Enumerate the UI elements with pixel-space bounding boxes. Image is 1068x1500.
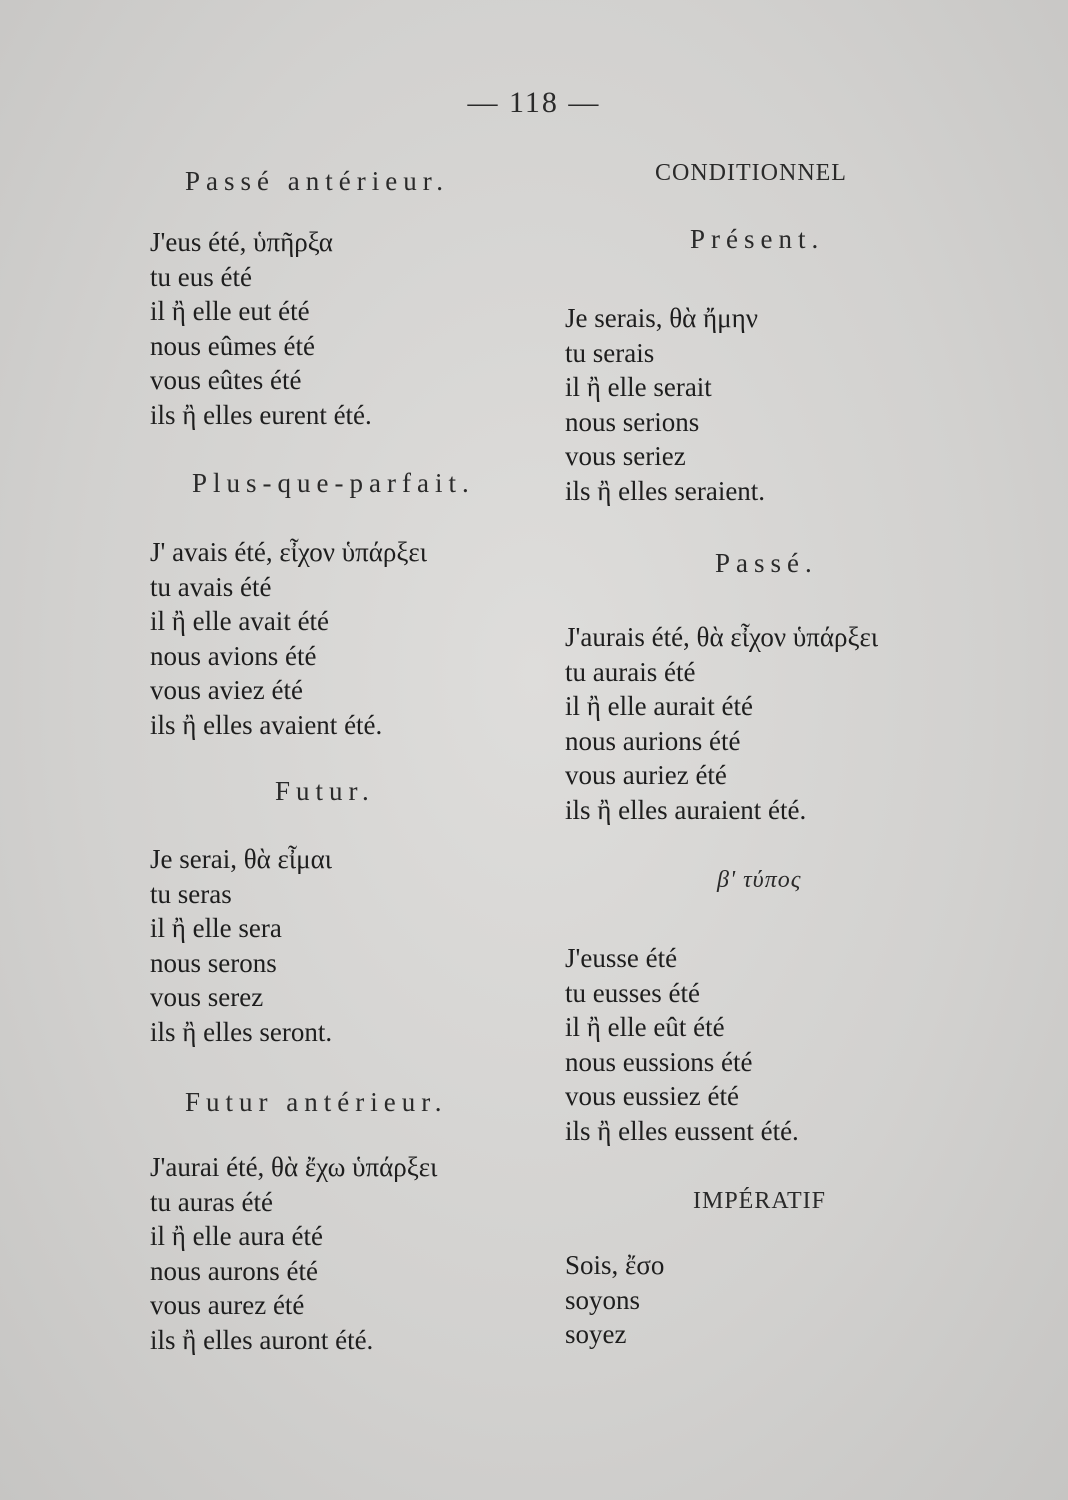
conjugation-line: nous aurions été [565, 725, 741, 756]
conjugation-line: vous serez [150, 982, 264, 1012]
conjugation-line: tu serais [565, 337, 655, 368]
conjugation-line: tu eusses été [565, 977, 700, 1008]
conjugation-line: tu auras été [150, 1186, 273, 1217]
conjugation-line: ils ἢ elles eurent été. [150, 399, 372, 430]
section-title-futur: Futur. [275, 776, 375, 806]
conjugation-line: ils ἢ elles auraient été. [565, 794, 807, 825]
conjugation-line: ils ἢ elles seraient. [565, 475, 766, 506]
conjugation-line: tu eus été [150, 261, 252, 292]
conjugation-line: vous auriez été [565, 760, 727, 790]
mood-heading-conditionnel: CONDITIONNEL [655, 160, 847, 186]
conjugation-line: vous eûtes été [150, 365, 302, 395]
conjugation-line: ils ἢ elles seront. [150, 1016, 333, 1047]
section-title-present: Présent. [690, 224, 825, 254]
conjugation-line: il ἢ elle aurait été [565, 691, 754, 721]
section-title-futur-anterieur: Futur antérieur. [185, 1087, 448, 1117]
conjugation-line: J'eusse été [565, 943, 678, 973]
conjugation-line: vous aurez été [150, 1290, 305, 1320]
conjugation-line: J'aurais été, θὰ εἶχον ὑπάρξει [565, 622, 879, 652]
conjugation-line: il ἢ elle avait été [150, 606, 330, 636]
conjugation-line: nous avions été [150, 640, 317, 671]
conjugation-line: il ἢ elle serait [565, 372, 712, 402]
conjugation-conditionnel-passe [565, 620, 878, 827]
conjugation-line: nous eûmes été [150, 330, 315, 361]
conjugation-imperatif [565, 1248, 664, 1352]
conjugation-line: nous eussions été [565, 1046, 753, 1077]
conjugation-line: soyons [565, 1284, 641, 1315]
conjugation-line: Sois, ἔσο [565, 1250, 665, 1280]
conjugation-line: Je serais, θὰ ἤμην [565, 303, 758, 333]
conjugation-line: ils ἢ elles avaient été. [150, 709, 383, 740]
conjugation-line: il ἢ elle eut été [150, 296, 310, 326]
conjugation-line: J' avais été, εἶχον ὑπάρξει [150, 537, 428, 567]
conjugation-line: il ἢ elle eût été [565, 1012, 725, 1042]
conjugation-line: J'eus été, ὑπῆρξα [150, 227, 333, 257]
conjugation-line: ils ἢ elles auront été. [150, 1324, 374, 1355]
conjugation-line: J'aurai été, θὰ ἔχω ὑπάρξει [150, 1152, 438, 1182]
conjugation-conditionnel-second-form [565, 941, 799, 1148]
conjugation-futur [150, 842, 332, 1049]
conjugation-line: vous aviez été [150, 675, 303, 705]
conjugation-line: ils ἢ elles eussent été. [565, 1115, 799, 1146]
conjugation-line: nous serons [150, 947, 277, 978]
conjugation-line: nous serions [565, 406, 700, 437]
section-title-second-form: β' τύπος [717, 867, 802, 893]
section-title-plus-que-parfait: Plus-que-parfait. [192, 468, 475, 498]
conjugation-line: soyez [565, 1319, 627, 1349]
conjugation-passe-anterieur [150, 225, 372, 432]
conjugation-line: il ἢ elle aura été [150, 1221, 324, 1251]
conjugation-line: il ἢ elle sera [150, 913, 282, 943]
conjugation-line: Je serai, θὰ εἶμαι [150, 844, 333, 874]
conjugation-conditionnel-present [565, 301, 765, 508]
section-title-passe: Passé. [715, 548, 818, 578]
conjugation-line: tu aurais été [565, 656, 696, 687]
mood-heading-imperatif: IMPÉRATIF [693, 1188, 827, 1214]
conjugation-line: nous aurons été [150, 1255, 318, 1286]
conjugation-plus-que-parfait [150, 535, 427, 742]
page-number: — 118 — [467, 86, 601, 119]
conjugation-line: vous seriez [565, 441, 686, 471]
section-title-passe-anterieur: Passé antérieur. [185, 166, 449, 196]
conjugation-line: tu avais été [150, 571, 272, 602]
conjugation-futur-anterieur [150, 1150, 437, 1357]
conjugation-line: vous eussiez été [565, 1081, 739, 1111]
conjugation-line: tu seras [150, 878, 232, 909]
